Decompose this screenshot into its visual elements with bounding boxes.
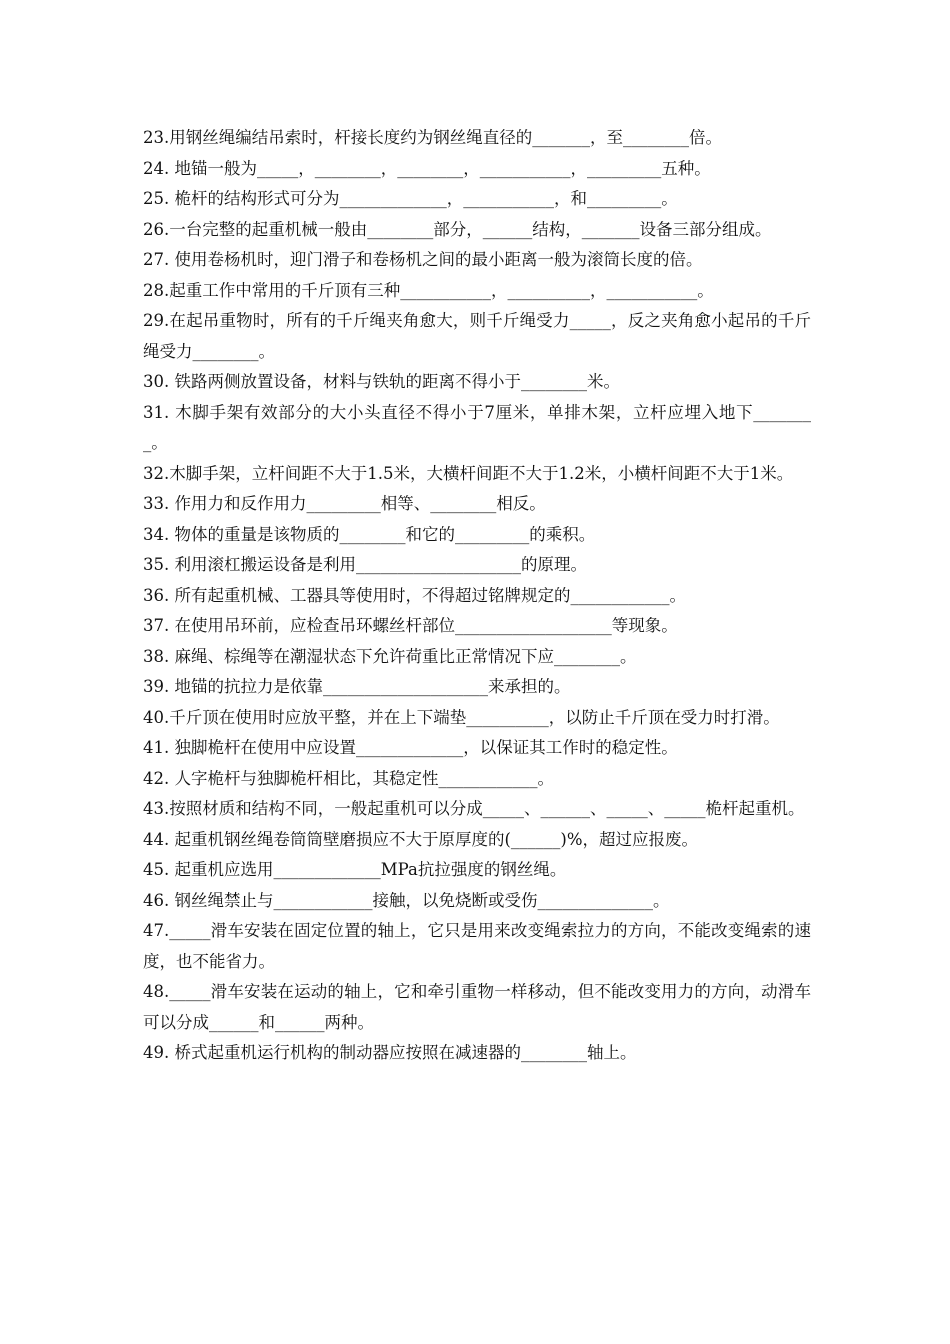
question-26: 26.一台完整的起重机械一般由________部分，______结构，_______设备三部分组成。 xyxy=(143,219,772,239)
question-25: 25. 桅杆的结构形式可分为_____________，___________，和_________。 xyxy=(143,189,678,208)
question-36: 36. 所有起重机械、工器具等使用时，不得超过铭牌规定的____________。 xyxy=(143,585,686,605)
question-49: 49. 桥式起重机运行机构的制动器应按照在减速器的________轴上。 xyxy=(143,1043,637,1062)
question-list xyxy=(143,123,811,1069)
question-42: 42. 人字桅杆与独脚桅杆相比，其稳定性____________。 xyxy=(143,768,554,788)
question-39: 39. 地锚的抗拉力是依靠____________________来承担的。 xyxy=(143,677,571,696)
question-38: 38. 麻绳、棕绳等在潮湿状态下允许荷重比正常情况下应________。 xyxy=(143,646,637,666)
question-35: 35. 利用滚杠搬运设备是利用____________________的原理。 xyxy=(143,555,587,574)
question-30: 30. 铁路两侧放置设备，材料与铁轨的距离不得小于________米。 xyxy=(143,372,620,391)
question-43: 43.按照材质和结构不同，一般起重机可以分成_____、______、_____、_____桅杆起重机。 xyxy=(143,799,805,818)
question-28: 28.起重工作中常用的千斤顶有三种___________，__________，___________。 xyxy=(143,280,714,300)
question-34: 34. 物体的重量是该物质的________和它的_________的乘积。 xyxy=(143,524,596,544)
question-29: 29.在起吊重物时，所有的千斤绳夹角愈大，则千斤绳受力_____，反之夹角愈小起吊的千斤绳受力________。 xyxy=(143,311,811,361)
question-46: 46. 钢丝绳禁止与____________接触，以免烧断或受伤______________。 xyxy=(143,890,670,910)
question-41: 41. 独脚桅杆在使用中应设置_____________，以保证其工作时的稳定性。 xyxy=(143,738,678,757)
question-33: 33. 作用力和反作用力_________相等、________相反。 xyxy=(143,494,546,513)
question-48: 48._____滑车安装在运动的轴上，它和牵引重物一样移动，但不能改变用力的方向，动滑车可以分成______和______两种。 xyxy=(143,982,811,1032)
question-31: 31. 木脚手架有效部分的大小头直径不得小于7厘米，单排木架，立杆应埋入地下________。 xyxy=(143,402,811,452)
question-37: 37. 在使用吊环前，应检查吊环螺丝杆部位___________________等现象。 xyxy=(143,616,678,635)
question-23: 23.用钢丝绳编结吊索时，杆接长度约为钢丝绳直径的_______，至________倍。 xyxy=(143,128,722,147)
question-27: 27. 使用卷杨机时，迎门滑子和卷杨机之间的最小距离一般为滚筒长度的倍。 xyxy=(143,250,703,269)
question-24: 24. 地锚一般为_____，________，________，___________，_________五种。 xyxy=(143,158,711,178)
question-44: 44. 起重机钢丝绳卷筒筒壁磨损应不大于原厚度的(______)%，超过应报废。 xyxy=(143,829,699,849)
question-47: 47._____滑车安装在固定位置的轴上，它只是用来改变绳索拉力的方向，不能改变绳索的速度，也不能省力。 xyxy=(143,921,811,971)
question-45: 45. 起重机应选用_____________MPa抗拉强度的钢丝绳。 xyxy=(143,860,567,879)
question-32: 32.木脚手架，立杆间距不大于1.5米，大横杆间距不大于1.2米，小横杆间距不大于1米。 xyxy=(143,463,794,483)
question-40: 40.千斤顶在使用时应放平整，并在上下端垫__________，以防止千斤顶在受力时打滑。 xyxy=(143,707,780,727)
